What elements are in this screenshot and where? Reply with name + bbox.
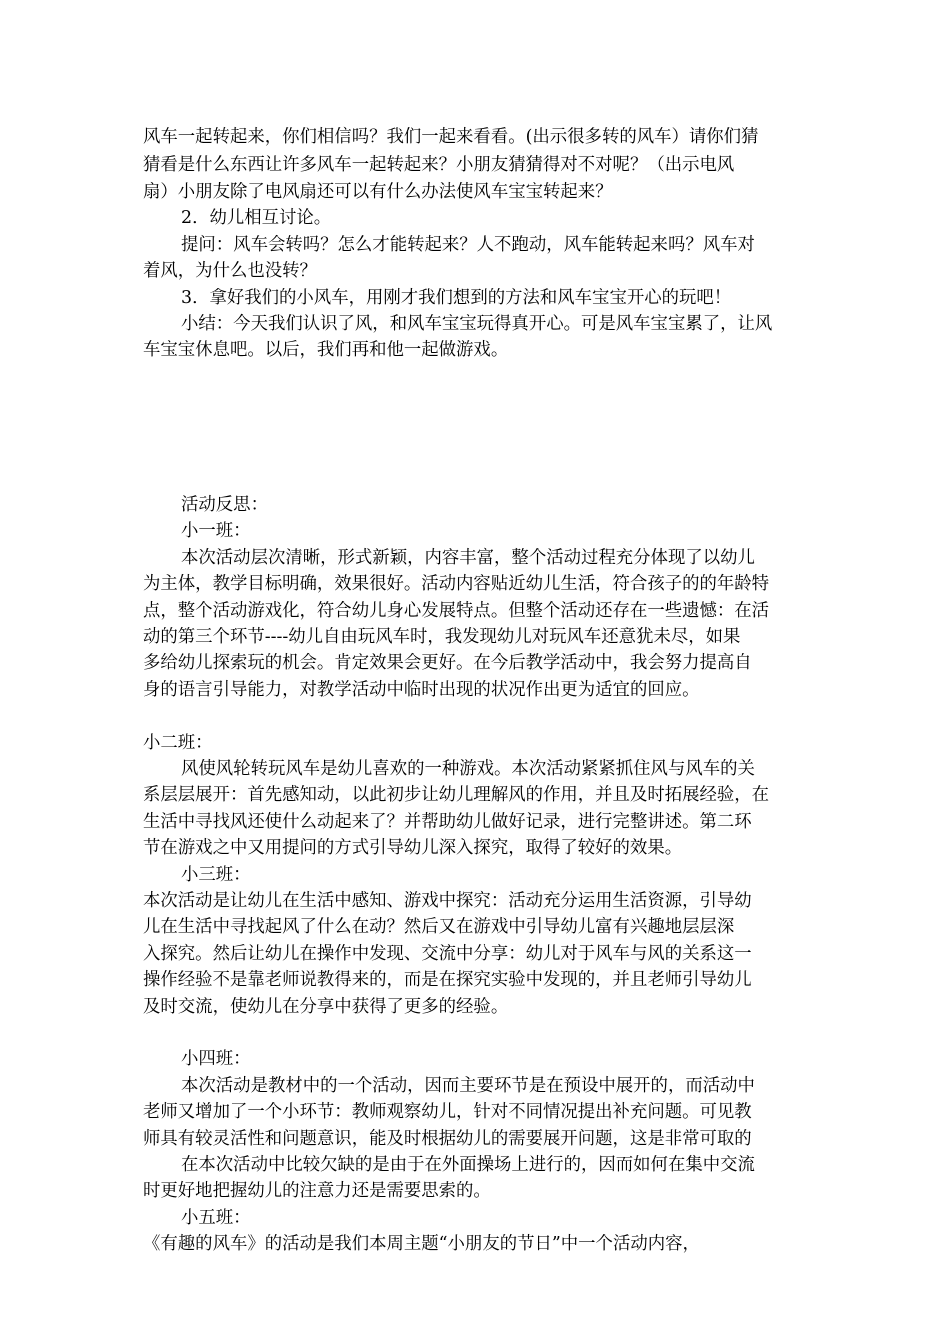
class-4-text-line: 在本次活动中比较欠缺的是由于在外面操场上进行的，因而如何在集中交流	[181, 1155, 755, 1175]
class-2-text-line: 风使风轮转玩风车是幼儿喜欢的一种游戏。本次活动紧紧抓住风与风车的关	[181, 759, 755, 779]
class-3-text-line: 儿在生活中寻找起风了什么在动？然后又在游戏中引导幼儿富有兴趣地层层深	[143, 917, 735, 937]
class-3-text-line: 操作经验不是靠老师说教得来的，而是在探究实验中发现的，并且老师引导幼儿	[143, 970, 752, 990]
question-text: 提问：风车会转吗？怎么才能转起来？人不跑动，风车能转起来吗？风车对	[181, 235, 755, 255]
class-4-text-line: 师具有较灵活性和问题意识，能及时根据幼儿的需要展开问题，这是非常可取的	[143, 1129, 752, 1149]
class-4-text-line: 老师又增加了一个小环节：教师观察幼儿，针对不同情况提出补充问题。可见教	[143, 1102, 752, 1122]
class-3-title: 小三班：	[181, 865, 251, 885]
body-text-line: 风车一起转起来，你们相信吗？我们一起来看看。(出示很多转的风车）请你们猜	[143, 127, 759, 147]
class-3-text-line: 入探究。然后让幼儿在操作中发现、交流中分享：幼儿对于风车与风的关系这一	[143, 944, 752, 964]
class-2-title: 小二班：	[143, 733, 213, 753]
body-text-line: 着风，为什么也没转？	[143, 261, 317, 281]
class-2-text-line: 生活中寻找风还使什么动起来了？并帮助幼儿做好记录，进行完整讲述。第二环	[143, 812, 752, 832]
class-1-text-line: 本次活动层次清晰，形式新颖，内容丰富，整个活动过程充分体现了以幼儿	[181, 548, 755, 568]
class-1-text-line: 动的第三个环节----幼儿自由玩风车时，我发现幼儿对玩风车还意犹未尽，如果	[143, 627, 741, 647]
body-text-line: 扇）小朋友除了电风扇还可以有什么办法使风车宝宝转起来？	[143, 182, 613, 202]
class-4-text-line: 时更好地把握幼儿的注意力还是需要思索的。	[143, 1181, 491, 1201]
class-1-text-line: 为主体，教学目标明确，效果很好。活动内容贴近幼儿生活，符合孩子的的年龄特	[143, 574, 770, 594]
reflection-heading: 活动反思：	[181, 495, 268, 515]
class-1-text-line: 点，整个活动游戏化，符合幼儿身心发展特点。但整个活动还存在一些遗憾：在活	[143, 601, 770, 621]
class-3-text-line: 本次活动是让幼儿在生活中感知、游戏中探究：活动充分运用生活资源，引导幼	[143, 891, 752, 911]
step-3-text: 3．拿好我们的小风车，用刚才我们想到的方法和风车宝宝开心的玩吧！	[181, 288, 732, 308]
class-5-text-line: 《有趣的风车》的活动是我们本周主题“小朋友的节日”中一个活动内容，	[143, 1234, 700, 1254]
class-2-text-line: 节在游戏之中又用提问的方式引导幼儿深入探究，取得了较好的效果。	[143, 838, 683, 858]
body-text-line: 猜看是什么东西让许多风车一起转起来？小朋友猜猜得对不对呢？（出示电风	[143, 155, 735, 175]
class-1-title: 小一班：	[181, 521, 251, 541]
class-2-text-line: 系层层展开：首先感知动，以此初步让幼儿理解风的作用，并且及时拓展经验，在	[143, 785, 770, 805]
class-1-text-line: 多给幼儿探索玩的机会。肯定效果会更好。在今后教学活动中，我会努力提高自	[143, 653, 752, 673]
class-4-text-line: 本次活动是教材中的一个活动，因而主要环节是在预设中展开的，而活动中	[181, 1076, 755, 1096]
body-text-line: 车宝宝休息吧。以后，我们再和他一起做游戏。	[143, 340, 509, 360]
summary-text: 小结：今天我们认识了风，和风车宝宝玩得真开心。可是风车宝宝累了，让风	[181, 314, 773, 334]
class-1-text-line: 身的语言引导能力，对教学活动中临时出现的状况作出更为适宜的回应。	[143, 680, 700, 700]
class-4-title: 小四班：	[181, 1049, 251, 1069]
class-5-title: 小五班：	[181, 1208, 251, 1228]
step-2-text: 2．幼儿相互讨论。	[181, 208, 332, 228]
class-3-text-line: 及时交流，使幼儿在分享中获得了更多的经验。	[143, 997, 509, 1017]
